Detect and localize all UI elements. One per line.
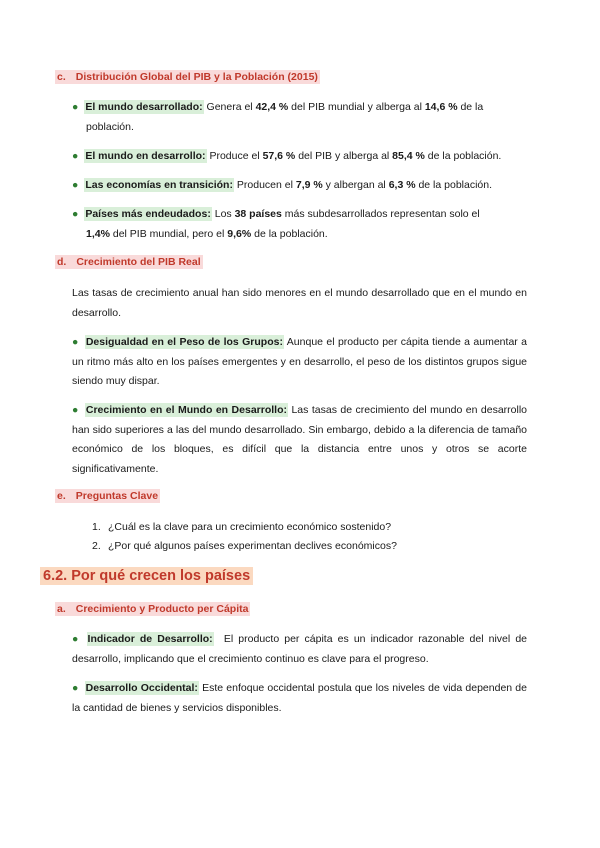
list-item: ● El mundo en desarrollo: Produce el 57,6 % del PIB y alberga al 85,4 % de la población. — [72, 150, 502, 162]
list-item: ● Países más endeudados: Los 38 países más subdesarrollados representan solo el 1,4% del PIB mundial, pero el 9,6% de la población. — [72, 208, 480, 240]
question-item: 2. ¿Por qué algunos países experimentan declives económicos? — [92, 540, 397, 552]
list-item: ● Indicador de Desarrollo: El producto per cápita es un indicador razonable del nivel de desarrollo, implicando que el crecimiento continuo es clave para el progreso. — [72, 633, 530, 665]
bullet-icon: ● — [72, 179, 79, 191]
section-heading: 6.2. Por qué crecen los países — [40, 568, 253, 584]
list-item: ● Desigualdad en el Peso de los Grupos: Aunque el producto per cápita tiende a aumentar a un ritmo más alto en los países emergentes y en desarrollo, el peso de los distintos grupos sigue siendo muy dispar. — [72, 336, 528, 387]
paragraph: Las tasas de crecimiento anual han sido menores en el mundo desarrollado que en el mundo en desarrollo. — [72, 287, 527, 319]
list-item: ● Crecimiento en el Mundo en Desarrollo: Las tasas de crecimiento del mundo en desarrollo han sido superiores a las del mundo desarrollado. Sin embargo, debido a la diferencia de tamaño económico de los bloques, es difícil que la distancia entre unos y otros se acorte significativamente. — [72, 404, 527, 475]
bullet-icon: ● — [72, 208, 79, 220]
list-item: ● Las economías en transición: Producen el 7,9 % y albergan al 6,3 % de la población. — [72, 179, 493, 191]
bullet-icon: ● — [72, 682, 79, 694]
bullet-icon: ● — [72, 404, 79, 416]
question-item: 1. ¿Cuál es la clave para un crecimiento económico sostenido? — [92, 521, 392, 533]
subsection-heading-e: e. Preguntas Clave — [57, 490, 159, 502]
subsection-heading-d: d. Crecimiento del PIB Real — [57, 256, 201, 268]
bullet-icon: ● — [72, 150, 79, 162]
list-item: ● Desarrollo Occidental: Este enfoque occidental postula que los niveles de vida dependen de la cantidad de bienes y servicios disponibles. — [72, 682, 527, 714]
bullet-icon: ● — [72, 101, 79, 113]
bullet-icon: ● — [72, 633, 81, 645]
bullet-icon: ● — [72, 336, 79, 348]
subsection-heading-c: c. Distribución Global del PIB y la Población (2015) — [57, 71, 318, 83]
subsection-heading-a: a. Crecimiento y Producto per Cápita — [57, 603, 249, 615]
list-item: ● El mundo desarrollado: Genera el 42,4 % del PIB mundial y alberga al 14,6 % de la población. — [72, 101, 484, 133]
